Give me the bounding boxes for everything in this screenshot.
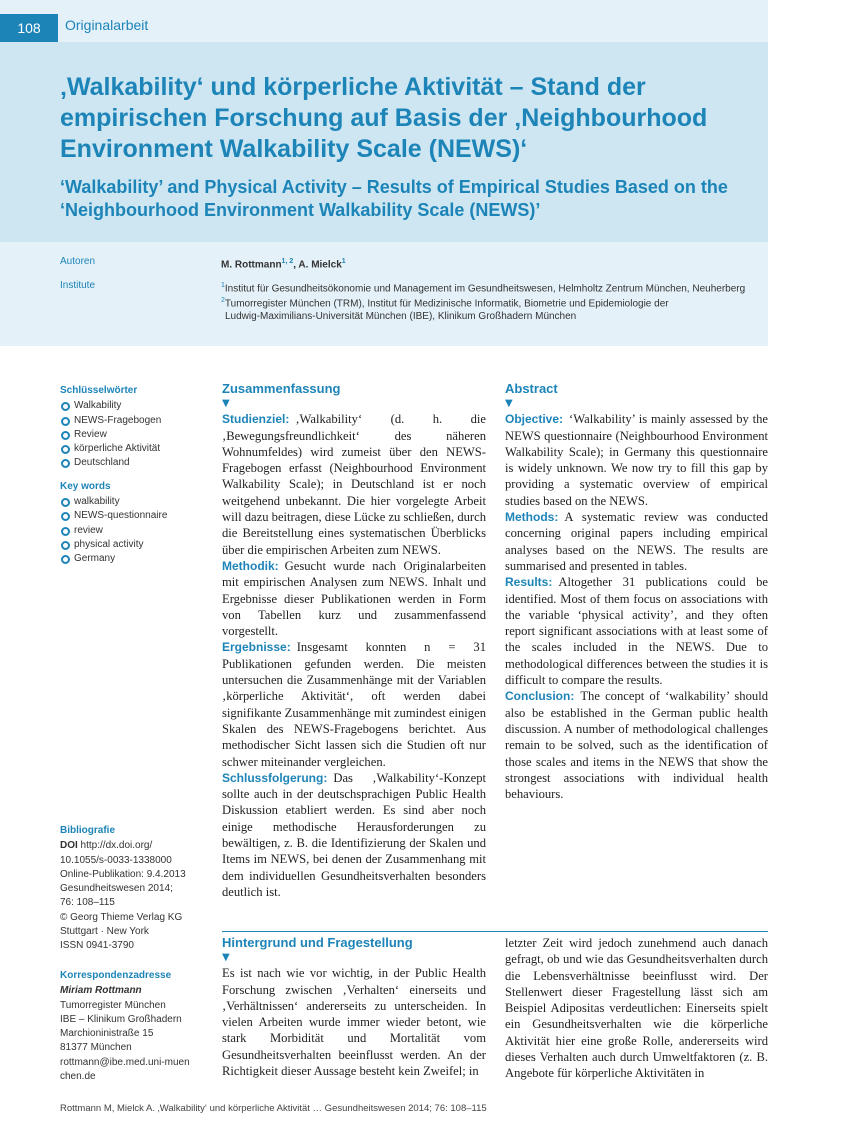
ergebnisse-text: Insgesamt konnten n = 31 Publikationen gefunden werden. Die meisten untersuchen die Zusammenhänge mit der Variablen ‚körperliche Aktivität‘, oft werden dabei signifikante Zusammenhänge mit zumindest einigen Skalen des NEWS-Fragebogens berichtet. Aus methodischer Sicht lassen sich die Studien oft nur schwer miteinander vergleichen. — [222, 640, 486, 769]
keywords-de-title: Schlüsselwörter — [60, 385, 138, 396]
biblio-line: © Georg Thieme Verlag KG — [60, 911, 183, 923]
studienziel-text: ‚Walkability‘ (d. h. die ‚Bewegungsfreundlichkeit‘ des näheren Wohnumfeldes) wird zumeist über den NEWS-Fragebogen erfasst (Neighbourhood Environment Walkability Scale); in Deutschland ist er noch weitgehend unbekannt. Die hier vorgelegte Arbeit will dazu beitragen, diese Lücke zu schließen, durch die Bereitstellung eines systematischen Überblicks über die empirischen Arbeiten zum NEWS. — [222, 412, 487, 557]
conclusion-paragraph — [505, 688, 768, 802]
keyword-en: physical activity — [60, 538, 210, 552]
schluss-label: Schlussfolgerung: — [222, 770, 328, 785]
bibliography-title: Bibliografie — [60, 825, 116, 836]
hintergrund-col-2 — [505, 935, 768, 1082]
abstract — [505, 381, 768, 802]
methods-text: A systematic review was conducted concerning original papers including empirical analyses based on the NEWS. The results are summarised and presented in tables. — [505, 510, 768, 573]
author-1-affil: 1, 2 — [281, 258, 294, 265]
hintergrund-text-2: letzter Zeit wird jedoch zunehmend auch danach gefragt, ob und wie das Gesundheitsverhalten durch die Lebensverhältnisse beeinflusst wird. Der Stellenwert dieser Fragestellung lässt sich am Beispiel Adipositas verdeutlichen: Einerseits spielt ein Gesundheitsverhalten wie die körperliche Aktivität hier eine große Rolle, andererseits wird dieses Verhalten auch durch Umweltfaktoren (z. B. Angebote für körperliche Aktivitäten in — [505, 936, 768, 1081]
keywords-block — [60, 384, 210, 567]
objective-label: Objective: — [505, 412, 564, 427]
correspondence-title: Korrespondenzadresse — [60, 970, 172, 981]
keyword-en: Germany — [60, 552, 210, 566]
objective-text: ‘Walkability’ is mainly assessed by the NEWS questionnaire (Neighbourhood Environment Walkability Scale); in Germany this questionnaire is widely unknown. We now try to fill this gap by providing a systematic overview of empirical studies based on the NEWS. — [505, 412, 768, 508]
title-english: ‘Walkability’ and Physical Activity – Results of Empirical Studies Based on the ‘Neighbourhood Environment Walkability Scale (NEWS)’ — [60, 177, 728, 220]
results-text: Altogether 31 publications could be identified. Most of them focus on associations with the variable ‘physical activity’, and they often report significant associations with at least some of the scales included in the NEWS. Due to methodological differences between the studies it is difficult to compare the results. — [505, 575, 768, 688]
address-line: Marchioninistraße 15 — [60, 1028, 154, 1040]
biblio-line: ISSN 0941-3790 — [60, 940, 134, 952]
authors-label: Autoren — [60, 256, 96, 267]
keyword-de: Walkability — [60, 399, 210, 413]
author-separator: , — [293, 259, 299, 271]
keyword-de: körperliche Aktivität — [60, 442, 210, 456]
author-2-affil: 1 — [341, 258, 346, 265]
page-number: 108 — [0, 14, 58, 42]
keywords-en-list — [60, 495, 210, 566]
schluss-text: Das ‚Walkability‘-Konzept sollte auch in der deutschsprachigen Public Health Diskussion etabliert werden. Es sind aber noch einige methodische Herausforderungen zu bewältigen, z. B. die Identifizierung der Skalen und Items im NEWS, bei denen der Zusammenhang mit dem individuellen Gesundheitsverhalten besonders deutlich ist. — [222, 770, 486, 899]
keywords-en-title: Key words — [60, 480, 111, 492]
correspondence-name: Miriam Rottmann — [60, 985, 142, 997]
zusammenfassung-title: Zusammenfassung — [222, 381, 341, 396]
email-link[interactable]: rottmann@ibe.med.uni-muen — [60, 1056, 190, 1068]
methodik-paragraph — [222, 558, 486, 639]
institutes — [221, 280, 745, 323]
biblio-line: Online-Publikation: 9.4.2013 — [60, 868, 186, 880]
doi-label: DOI — [60, 840, 78, 852]
ergebnisse-label: Ergebnisse: — [222, 640, 291, 655]
keyword-de: NEWS-Fragebogen — [60, 414, 210, 428]
institute-2-num: 2 — [221, 297, 225, 305]
methodik-label: Methodik: — [222, 558, 279, 573]
zusammenfassung — [222, 381, 486, 900]
methods-label: Methods: — [505, 510, 559, 525]
keyword-en: walkability — [60, 495, 210, 509]
conclusion-label: Conclusion: — [505, 689, 575, 704]
arrow-down-icon: ▼ — [222, 952, 230, 964]
biblio-line: Stuttgart · New York — [60, 926, 149, 938]
doi-line — [60, 839, 210, 853]
institute-1-num: 1 — [221, 282, 225, 289]
section-divider — [222, 931, 768, 932]
biblio-line: 10.1055/s-0033-1338000 — [60, 854, 172, 866]
arrow-down-icon: ▼ — [222, 398, 230, 410]
hintergrund-text-1: Es ist nach wie vor wichtig, in der Public Health Forschung zwischen ‚Verhalten‘ einerseits und ‚Verhältnissen‘ andererseits zu unterscheiden. In vielen Arbeiten wurde immer wieder betont, wie stark Morbidität und Mortalität vom Gesundheitsverhalten beeinflusst werden. An der Richtigkeit dieser Aussage besteht kein Zweifel; in — [222, 966, 486, 1079]
authors — [221, 256, 346, 271]
keyword-de: Review — [60, 428, 210, 442]
results-label: Results: — [505, 575, 553, 590]
address-line: Tumorregister München — [60, 999, 166, 1011]
results-paragraph — [505, 574, 768, 688]
methods-paragraph — [505, 509, 768, 574]
keywords-de-list — [60, 399, 210, 470]
studienziel-paragraph — [222, 411, 486, 558]
biblio-line: 76: 108–115 — [60, 897, 115, 909]
institute-1-text: Institut für Gesundheitsökonomie und Management im Gesundheitswesen, Helmholtz Zentrum München, Neuherberg — [224, 283, 746, 295]
correspondence-block — [60, 969, 210, 1084]
abstract-title: Abstract — [505, 381, 558, 396]
address-line: IBE – Klinikum Großhadern — [60, 1013, 182, 1025]
conclusion-text: The concept of ‘walkability’ should also be established in the German public health discussion. A number of methodological challenges remain to be solved, such as the identification of those scales and items in the NEWS that show the strongest associations with individual health behaviours. — [505, 689, 768, 802]
biblio-line: Gesundheitswesen 2014; — [60, 883, 173, 895]
methodik-text: Gesucht wurde nach Originalarbeiten mit empirischen Analysen zum NEWS. Inhalt und Ergebnisse dieser Publikationen werden in Form von Tabellen kurz und zusammenfassend vorgestellt. — [222, 558, 486, 639]
institute-2 — [221, 295, 745, 310]
doi-link[interactable]: http://dx.doi.org/ — [77, 840, 153, 852]
institutes-label: Institute — [60, 280, 96, 291]
bibliography-block — [60, 824, 210, 954]
address-line: 81377 München — [60, 1042, 132, 1054]
institute-1 — [221, 280, 745, 295]
author-1: M. Rottmann — [221, 259, 282, 271]
ergebnisse-paragraph — [222, 639, 486, 769]
keyword-en: NEWS-questionnaire — [60, 509, 210, 523]
objective-paragraph — [505, 411, 768, 509]
section-label: Originalarbeit — [65, 17, 149, 33]
author-2: A. Mielck — [298, 259, 342, 271]
email-link-cont[interactable]: chen.de — [60, 1071, 96, 1083]
hintergrund-title: Hintergrund und Fragestellung — [222, 935, 413, 950]
studienziel-label: Studienziel: — [222, 412, 290, 427]
schluss-paragraph — [222, 770, 486, 900]
keyword-de: Deutschland — [60, 456, 210, 470]
keyword-en: review — [60, 524, 210, 538]
hintergrund-col-1 — [222, 935, 486, 1079]
title-german: ‚Walkability‘ und körperliche Aktivität – Stand der empirischen Forschung auf Basis der ‚Neighbourhood Environment Walkability Scale (NEWS)‘ — [60, 73, 708, 163]
arrow-down-icon: ▼ — [505, 398, 513, 410]
institute-2-cont: Ludwig-Maximilians-Universität München (IBE), Klinikum Großhadern München — [225, 310, 577, 322]
footer-citation: Rottmann M, Mielck A. ‚Walkability‘ und körperliche Aktivität … Gesundheitswesen 2014; 76: 108–115 — [60, 1103, 487, 1114]
institute-2-text: Tumorregister München (TRM), Institut für Medizinische Informatik, Biometrie und Epidemiologie der — [224, 298, 669, 310]
